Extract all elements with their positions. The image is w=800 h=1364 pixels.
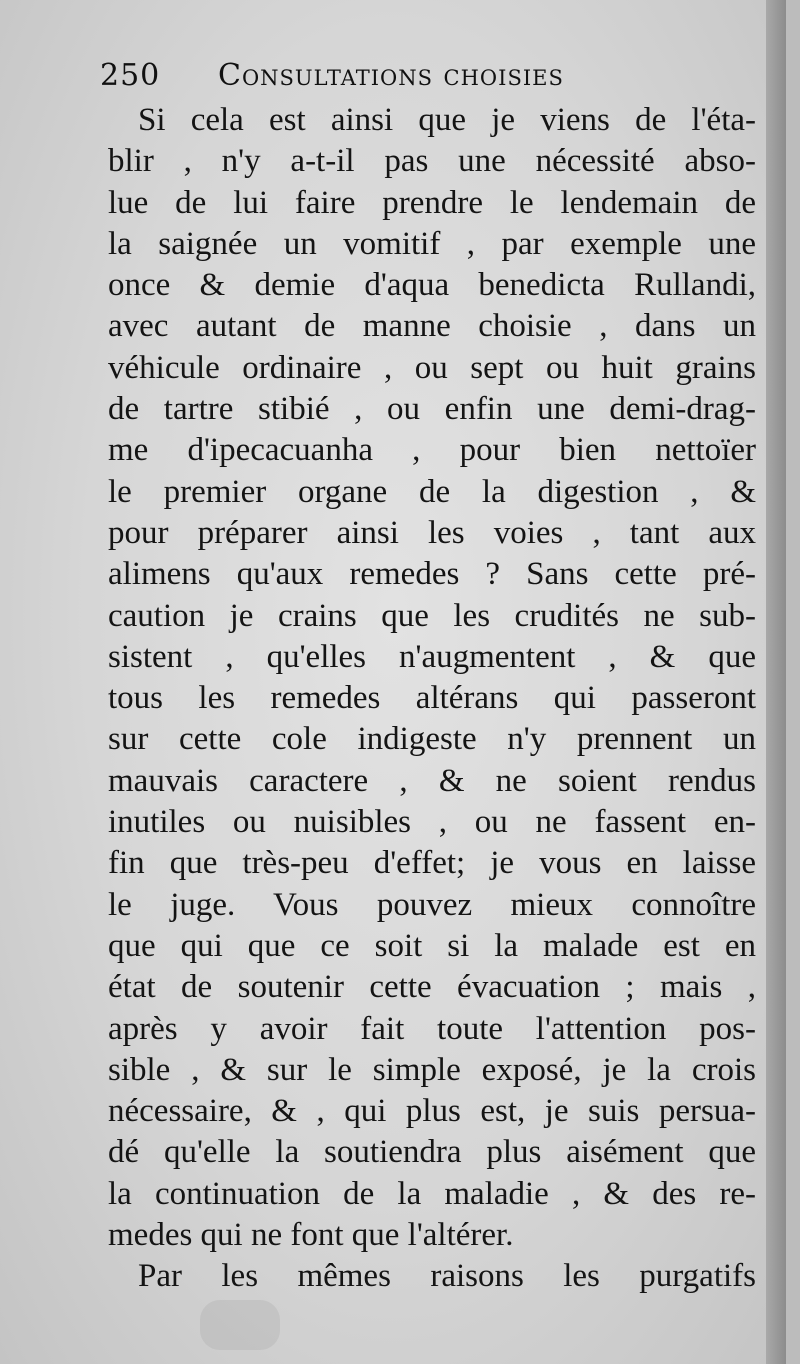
text-line: once & demie d'aqua benedicta Rullandi, bbox=[108, 267, 756, 304]
ink-bleed-stain bbox=[200, 1300, 280, 1350]
text-line: que qui que ce soit si la malade est en bbox=[108, 927, 756, 964]
text-line: après y avoir fait toute l'attention pos- bbox=[108, 1010, 756, 1047]
text-line: medes qui ne font que l'altérer. bbox=[108, 1217, 514, 1254]
text-line: caution je crains que les crudités ne sub- bbox=[108, 597, 756, 634]
text-line: la continuation de la maladie , & des re- bbox=[108, 1175, 756, 1212]
text-line: la saignée un vomitif , par exemple une bbox=[108, 225, 756, 262]
text-line: le juge. Vous pouvez mieux connoître bbox=[108, 886, 756, 923]
text-line: alimens qu'aux remedes ? Sans cette pré- bbox=[108, 556, 756, 593]
text-line: véhicule ordinaire , ou sept ou huit grains bbox=[108, 349, 756, 386]
text-line: tous les remedes altérans qui passeront bbox=[108, 680, 756, 717]
text-line: sistent , qu'elles n'augmentent , & que bbox=[108, 638, 756, 675]
page-gutter-shadow bbox=[766, 0, 786, 1364]
text-line: avec autant de manne choisie , dans un bbox=[108, 308, 756, 345]
text-line: sur cette cole indigeste n'y prennent un bbox=[108, 721, 756, 758]
text-line: le premier organe de la digestion , & bbox=[108, 473, 756, 510]
text-line: Si cela est ainsi que je viens de l'éta- bbox=[138, 102, 756, 138]
running-title: Consultations choisies bbox=[218, 58, 564, 93]
text-line: blir , n'y a-t-il pas une nécessité abso- bbox=[108, 143, 756, 180]
text-line: dé qu'elle la soutiendra plus aisément que bbox=[108, 1134, 756, 1171]
text-line: nécessaire, & , qui plus est, je suis persua- bbox=[108, 1093, 756, 1130]
text-line: Par les mêmes raisons les purgatifs bbox=[138, 1258, 756, 1295]
page-header bbox=[100, 58, 740, 98]
text-line: de tartre stibié , ou enfin une demi-drag- bbox=[108, 391, 756, 428]
text-line: pour préparer ainsi les voies , tant aux bbox=[108, 514, 756, 551]
text-line: inutiles ou nuisibles , ou ne fassent en- bbox=[108, 804, 756, 841]
text-line: lue de lui faire prendre le lendemain de bbox=[108, 184, 756, 221]
text-line: me d'ipecacuanha , pour bien nettoïer bbox=[108, 432, 756, 469]
text-line: fin que très-peu d'effet; je vous en laisse bbox=[108, 845, 756, 882]
text-line: état de soutenir cette évacuation ; mais , bbox=[108, 969, 756, 1006]
text-line: sible , & sur le simple exposé, je la crois bbox=[108, 1051, 756, 1088]
page-number: 250 bbox=[100, 58, 161, 93]
text-line: mauvais caractere , & ne soient rendus bbox=[108, 762, 756, 799]
body-text bbox=[108, 100, 756, 1298]
